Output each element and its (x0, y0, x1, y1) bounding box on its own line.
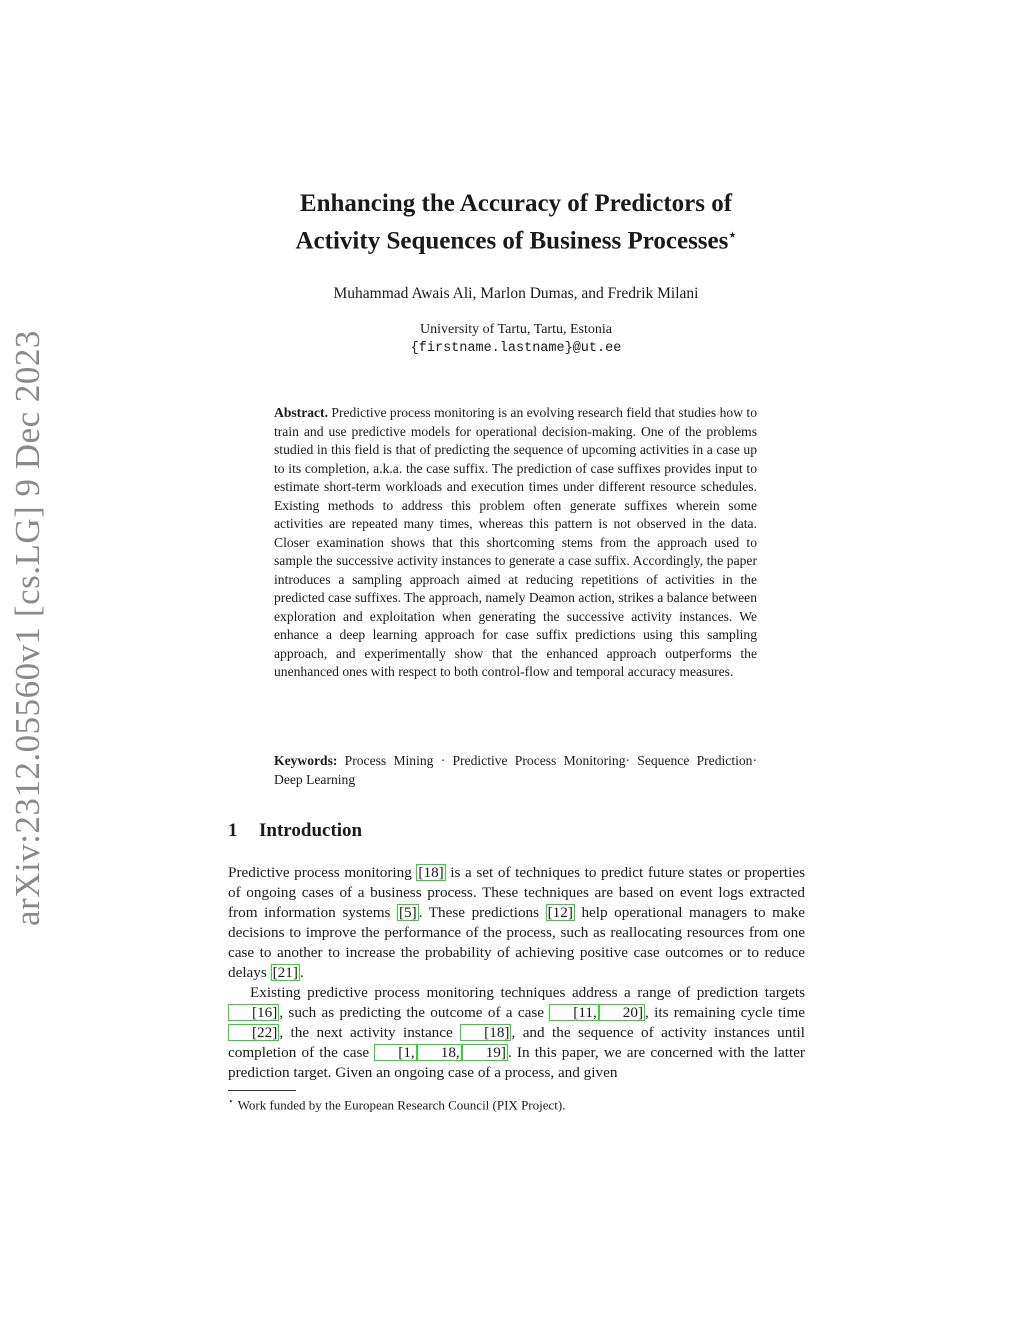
citation-link[interactable]: [21] (272, 964, 298, 981)
citation-link[interactable]: [18] (460, 1024, 511, 1041)
citation-link[interactable]: [5] (398, 904, 417, 921)
footnote-divider (228, 1090, 296, 1091)
author-list: Muhammad Awais Ali, Marlon Dumas, and Fredrik Milani (333, 285, 699, 302)
para-text: , such as predicting the outcome of a case (279, 1004, 550, 1021)
para-text: , and the sequence of activity instances until completion of the case (228, 1024, 805, 1061)
keywords (274, 752, 757, 789)
keywords-label: Keywords: (274, 753, 338, 768)
arxiv-identifier-stamp: arXiv:2312.05560v1 [cs.LG] 9 Dec 2023 (8, 330, 47, 926)
citation-link[interactable]: 18, (417, 1044, 462, 1061)
citation-link[interactable]: [18] (418, 864, 444, 881)
abstract (274, 404, 757, 682)
intro-paragraph-1 (228, 863, 805, 983)
keywords-text: Process Mining · Predictive Process Monitoring· Sequence Prediction· Deep Learning (274, 753, 757, 787)
section-title: Introduction (259, 820, 363, 841)
para-text: , its remaining cycle time (645, 1004, 805, 1021)
abstract-text: Predictive process monitoring is an evolving research field that studies how to train and use predictive models for operational decision-making. One of the problems studied in this field is that of predicting the sequence of upcoming activities in a case up to its completion, a.k.a. the case suffix. The prediction of case suffixes provides input to estimate short-term workloads and execution times under different resource schedules. Existing methods to address this problem often generate suffixes wherein some activities are repeated many times, whereas this pattern is not observed in the data. Closer examination shows that this shortcoming stems from the approach used to sample the successive activity instances to generate a case suffix. Accordingly, the paper introduces a sampling approach aimed at reducing repetitions of activities in the predicted case suffixes. The approach, namely Deamon action, strikes a balance between exploration and exploitation when generating the successive activity instances. We enhance a deep learning approach for case suffix predictions using this sampling approach, and experimentally show that the enhanced approach outperforms the unenhanced ones with respect to both control-flow and temporal accuracy measures. (274, 405, 757, 679)
para-text: Predictive process monitoring (228, 864, 417, 881)
para-text: . (299, 964, 304, 981)
para-text: is a set of techniques to predict future states or properties of ongoing cases of a business process. These techniques are based on event logs extracted from information systems (228, 864, 805, 921)
footnote (228, 1096, 565, 1113)
footnote-text: Work funded by the European Research Council (PIX Project). (237, 1097, 566, 1113)
section-number: 1 (228, 820, 238, 841)
section-heading (228, 820, 362, 842)
paper-title (228, 188, 804, 256)
affiliation-block (228, 320, 804, 358)
title-line-2 (228, 219, 804, 256)
affiliation-email: {firstname.lastname}@ut.ee (410, 341, 622, 356)
citation-link[interactable]: [22] (228, 1024, 279, 1041)
intro-paragraph-2 (228, 983, 805, 1083)
para-text: . These predictions (418, 904, 546, 921)
abstract-label: Abstract. (274, 405, 328, 420)
title-line-2-text: Activity Sequences of Business Processes (295, 227, 729, 255)
citation-link[interactable]: [12] (547, 904, 573, 921)
para-text: help operational managers to make decisions to improve the performance of the process, such as reallocating resources from one case to another to increase the probability of achieving positive case outcomes or to reduce delays (228, 904, 805, 981)
para-text: , the next activity instance (279, 1024, 461, 1041)
affiliation-institution: University of Tartu, Tartu, Estonia (420, 322, 612, 337)
para-text: . In this paper, we are concerned with the latter prediction target. Given an ongoing case of a process, and given (228, 1044, 805, 1081)
para-text: Existing predictive process monitoring techniques address a range of prediction targets (250, 984, 805, 1001)
title-line-1: Enhancing the Accuracy of Predictors of (299, 190, 733, 217)
footnote-mark: ⋆ (228, 1096, 234, 1106)
citation-link[interactable]: [1, (374, 1044, 416, 1061)
citation-link[interactable]: 19] (462, 1044, 508, 1061)
citation-link[interactable]: [16] (228, 1004, 279, 1021)
citation-link[interactable]: 20] (599, 1004, 645, 1021)
title-footnote-mark: ⋆ (728, 227, 737, 242)
citation-link[interactable]: [11, (549, 1004, 598, 1021)
